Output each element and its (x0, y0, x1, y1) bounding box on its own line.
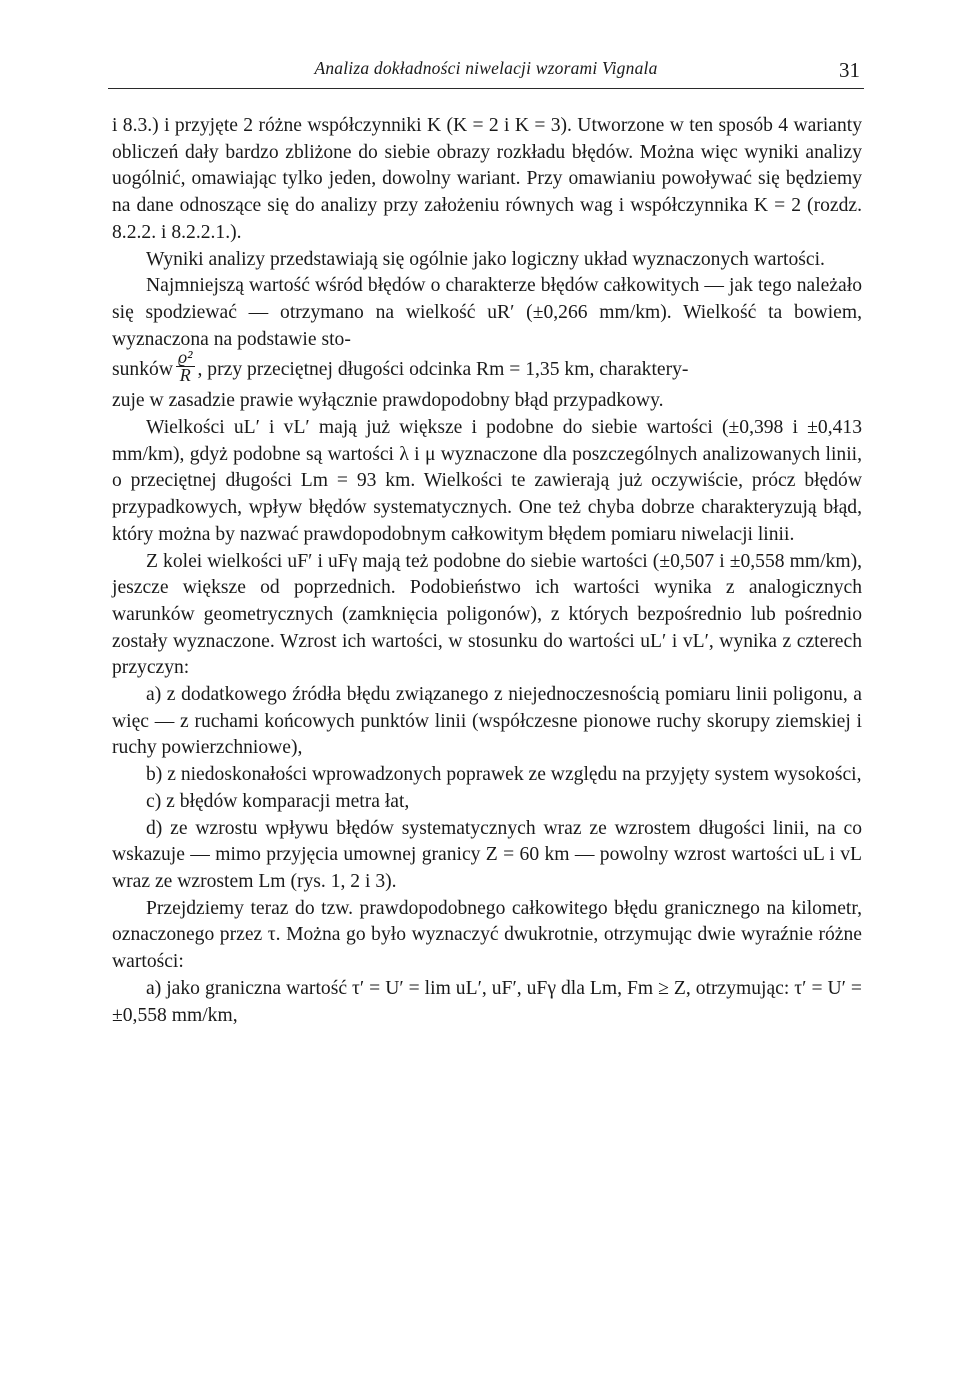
page-number: 31 (839, 58, 860, 82)
paragraph: Wyniki analizy przedstawiają się ogólnie jako logiczny układ wyznaczonych wartości. (146, 248, 825, 270)
paragraph: zuje w zasadzie prawie wyłącznie prawdopodobny błąd przypadkowy. (112, 390, 664, 412)
formula-text-before: sunków (112, 359, 173, 381)
formula-text-after: , przy przeciętnej długości odcinka Rm = 1,35 km, charaktery- (197, 359, 689, 381)
list-item: d) ze wzrostu wpływu błędów systematycznych wraz ze wzrostem długości linii, na co wskazuje — mimo przyjęcia umownej granicy Z = 60 km — powolny wzrost wartości uL i vL wraz ze wzrostem Lm (rys. 1, 2 i 3). (112, 817, 862, 892)
paragraph: Z kolei wielkości uF′ i uFγ mają też podobne do siebie wartości (±0,507 i ±0,558 mm/km), jeszcze większe od poprzednich. Podobieństwo ich wartości wynika z analogicznych warunków geometrycznych (zamknięcia poligonów), z których bezpośrednio lub pośrednio zostały wyznaczone. Wzrost ich wartości, w stosunku do wartości uL′ i vL′, wynika z czterech przyczyn: (112, 550, 862, 679)
fraction-denominator: R (179, 365, 191, 386)
page-header (108, 58, 864, 88)
paragraph: a) jako graniczna wartość τ′ = U′ = lim uL′, uF′, uFγ dla Lm, Fm ≥ Z, otrzymując: τ′ = U′ = ±0,558 mm/km, (112, 977, 862, 1026)
fraction-numerator: ϱ² (177, 347, 193, 368)
formula-paragraph (112, 347, 862, 388)
body-text (112, 113, 862, 1029)
paragraph: Wielkości uL′ i vL′ mają już większe i podobne do siebie wartości (±0,398 i ±0,413 mm/km), gdyż podobne są wartości λ i μ wyznaczone dla poszczególnych analizowanych linii, o przeciętnej długości Lm = 93 km. Wielkości te zawierają już oczywiście, prócz błędów przypadkowych, wpływ błędów systematycznych. One też chyba dobrze charakteryzują błąd, który można by nazwać prawdopodobnym całkowitym błędem pomiaru niwelacji linii. (112, 417, 862, 545)
list-item: a) z dodatkowego źródła błędu związanego z niejednoczesnością pomiaru linii poligonu, a więc — z ruchami końcowych punktów linii (współczesne pionowe ruchy skorupy ziemskiej i ruchy powierzchniowe), (112, 684, 862, 759)
header-rule (108, 88, 864, 89)
running-head: Analiza dokładności niwelacji wzorami Vignala (314, 58, 658, 78)
fraction (176, 349, 195, 384)
paragraph: Najmniejszą wartość wśród błędów o charakterze błędów całkowitych — jak tego należało się spodziewać — otrzymano na wielkość uR′ (±0,266 mm/km). Wielkość ta bowiem, wyznaczona na podstawie sto- (112, 275, 862, 350)
paragraph: Przejdziemy teraz do tzw. prawdopodobnego całkowitego błędu granicznego na kilometr, oznaczonego przez τ. Można go było wyznaczyć dwukrotnie, otrzymując dwie wyraźnie różne wartości: (112, 897, 862, 973)
list-item: c) z błędów komparacji metra łat, (146, 790, 410, 812)
paragraph: i 8.3.) i przyjęte 2 różne współczynniki K (K = 2 i K = 3). Utworzone w ten sposób 4 warianty obliczeń dały bardzo zbliżone do siebie obrazy rozkładu błędów. Można więc wyniki analizy uogólnić, omawiając tylko jeden, dowolny wariant. Przy omawianiu powoływać się będziemy na dane odnoszące się do analizy przy założeniu równych wag i współczynnika K = 2 (rozdz. 8.2.2. i 8.2.2.1.). (112, 115, 862, 243)
list-item: b) z niedoskonałości wprowadzonych poprawek ze względu na przyjęty system wysokości, (146, 764, 862, 786)
